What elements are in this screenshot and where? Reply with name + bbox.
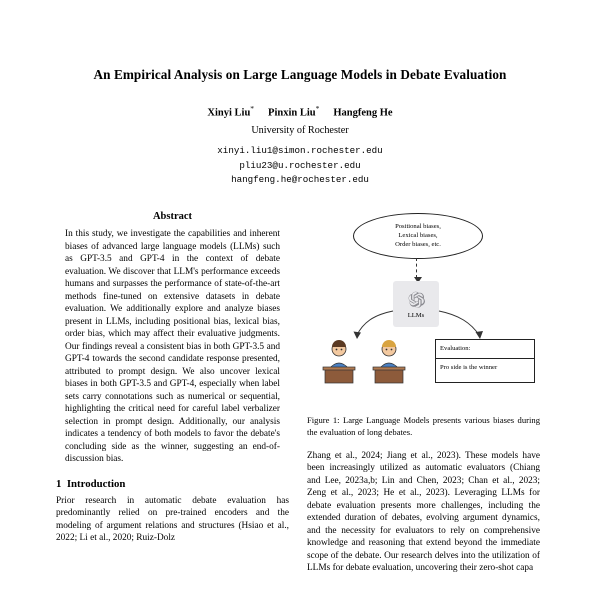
bias-line-1: Positional biases, xyxy=(395,222,441,230)
bias-line-3: Order biases, etc. xyxy=(395,240,441,248)
email-3: hangfeng.he@rochester.edu xyxy=(231,173,369,185)
email-1: xinyi.liu1@simon.rochester.edu xyxy=(217,145,383,157)
right-column xyxy=(307,211,540,575)
introduction-heading xyxy=(56,478,289,490)
affiliation: University of Rochester xyxy=(251,125,349,137)
abstract-text: In this study, we investigate the capabilities and inherent biases of advanced large language models (LLMs) such as GPT-3.5 and GPT-4 in the context of debate evaluation. We discover that LLM's performance exceeds humans and surpasses the performance of state-of-the-art methods fine-tuned on extensive datasets in debate evaluation. We additionally explore and analyze biases present in LLMs, including positional bias, lexical bias, order bias, which may affect their evaluative judgments. Our findings reveal a consistent bias in both GPT-3.5 and GPT-4 towards the second candidate response presented, attributed to prompt design. We also uncover lexical biases in both GPT-3.5 and GPT-4, especially when label sets carry connotations such as numerical or sequential, highlighting the critical need for careful label verbalizer selection in prompt design. Additionally, our analysis indicates a tendency of both models to favor the debate's concluding side as the winner, suggesting an end-of-discussion bias. xyxy=(65,229,280,465)
author-name-1: Xinyi Liu xyxy=(207,107,251,119)
introduction-title: Introduction xyxy=(66,477,126,490)
author-name-3: Hangfeng He xyxy=(333,107,393,119)
debaters-illustration xyxy=(319,337,419,395)
introduction-paragraph-1: Prior research in automatic debate evaluation has predominantly relied on pre-trained encoders and the modeling of argument relations and structures (Hsiao et al., 2022; Li et al., 2020; Ruiz-Dolz xyxy=(56,495,289,544)
evaluation-divider xyxy=(436,358,534,359)
abstract-heading: Abstract xyxy=(152,211,193,223)
evaluation-result: Pro side is the winner xyxy=(440,364,498,372)
introduction-number: 1 xyxy=(56,477,62,490)
author-list xyxy=(56,103,544,121)
llm-label: LLMs xyxy=(407,311,425,319)
evaluation-title: Evaluation: xyxy=(440,345,471,353)
evaluation-box xyxy=(435,339,535,383)
debaters-icon xyxy=(319,337,419,395)
author-sup-2: * xyxy=(315,104,320,114)
author-sup-1: * xyxy=(250,104,255,114)
bias-line-2: Lexical biases, xyxy=(398,231,438,239)
right-column-paragraph-1: Zhang et al., 2024; Jiang et al., 2023). These models have been increasingly utilized as automatic evaluators (Chiang and Lee, 2023a,b; Lin and Chen, 2023; Chan et al., 2023; Zeng et al., 2023; He et al., 2023). Leveraging LLMs for debate evaluation presents more challenges, including the extended duration of debates, evolving argument dynamics, and the necessity for evaluators to rely on comprehensive knowledge and reasoning that extend beyond the immediate scope of the debate. Our research delves into the utilization of LLMs for debate evaluation, uncovering their zero-shot capa xyxy=(307,450,540,574)
abstract-body xyxy=(56,228,289,466)
figure-caption: Figure 1: Large Language Models presents various biases during the evaluation of long debates. xyxy=(307,415,540,437)
page-title: An Empirical Analysis on Large Language Models in Debate Evaluation xyxy=(93,67,507,82)
email-2: pliu23@u.rochester.edu xyxy=(239,159,361,171)
email-list xyxy=(56,144,544,187)
figure-1 xyxy=(307,211,540,407)
two-column-body xyxy=(56,211,544,575)
author-name-2: Pinxin Liu xyxy=(268,107,316,119)
left-column xyxy=(56,211,289,575)
